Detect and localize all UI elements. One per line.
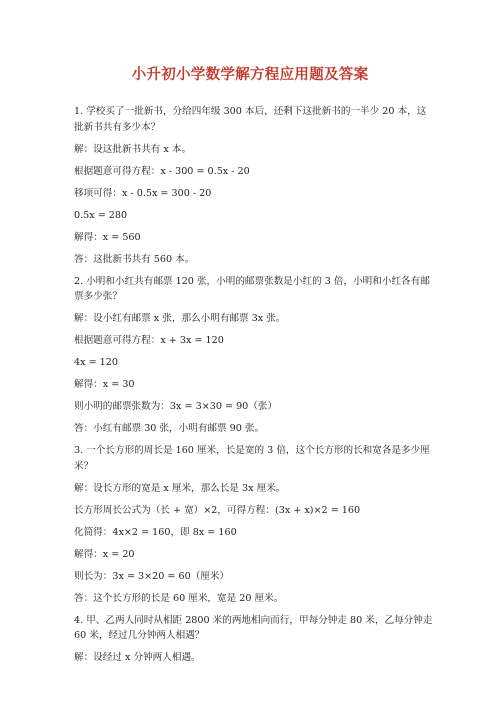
- solution-step: 解：设长方形的宽是 x 厘米，那么长是 3x 厘米。: [74, 482, 286, 494]
- solution-step: 4x = 120: [74, 357, 118, 368]
- solution-step: 解得：x = 30: [74, 379, 135, 390]
- solution-step: 解：设经过 x 分钟两人相遇。: [74, 652, 201, 663]
- question-text: 3. 一个长方形的周长是 160 厘米，长是宽的 3 倍，这个长方形的长和宽各是多少厘米？: [74, 445, 430, 472]
- question-text: 2. 小明和小红共有邮票 120 张，小明的邮票张数是小红的 3 倍，小明和小红各有邮票多少张？: [74, 275, 430, 302]
- solution-step: 答：这个长方形的长是 60 厘米，宽是 20 厘米。: [74, 592, 284, 604]
- solution-step: 解：设这批新书共有 x 本。: [74, 143, 192, 155]
- solution-step: 解得：x = 560: [74, 231, 141, 243]
- question-text: 1. 学校买了一批新书，分给四年级 300 本后，还剩下这批新书的一半少 20 本，这批新书共有多少本？: [74, 106, 427, 133]
- solution-step: 根据题意可得方程：x + 3x = 120: [74, 335, 224, 346]
- document-title: 小升初小学数学解方程应用题及答案: [131, 66, 369, 83]
- solution-step: 根据题意可得方程：x - 300 = 0.5x - 20: [74, 165, 250, 177]
- solution-step: 长方形周长公式为（长 + 宽）×2，可得方程：(3x + x)×2 = 160: [74, 504, 361, 516]
- question-text: 4. 甲、乙两人同时从相距 2800 米的两地相向而行，甲每分钟走 80 米，乙每分钟走 60 米，经过几分钟两人相遇？: [74, 614, 433, 641]
- solution-step: 答：这批新书共有 560 本。: [74, 253, 195, 265]
- solution-step: 则长为：3x = 3×20 = 60（厘米）: [74, 570, 230, 582]
- solution-step: 答：小红有邮票 30 张，小明有邮票 90 张。: [74, 423, 265, 434]
- solution-step: 则小明的邮票张数为：3x = 3×30 = 90（张）: [74, 401, 278, 412]
- solution-step: 解：设小红有邮票 x 张，那么小明有邮票 3x 张。: [74, 313, 286, 324]
- solution-step: 化简得：4x×2 = 160，即 8x = 160: [74, 526, 237, 538]
- solution-step: 解得：x = 20: [74, 548, 135, 560]
- solution-step: 0.5x = 280: [74, 209, 128, 221]
- document-body: [74, 104, 434, 666]
- solution-step: 移项可得：x - 0.5x = 300 - 20: [74, 187, 212, 199]
